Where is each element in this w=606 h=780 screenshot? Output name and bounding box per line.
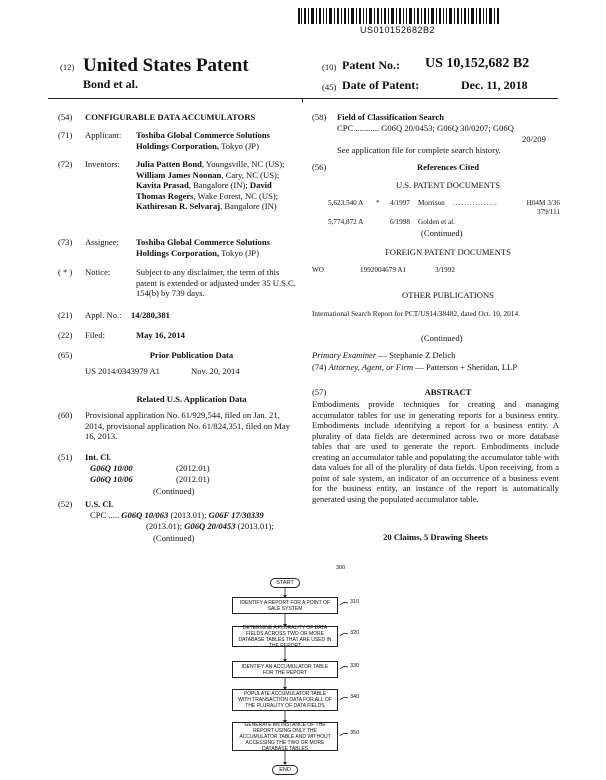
intcl-code-2: G06Q 10/06 [90,474,133,484]
foreign-heading: FOREIGN PATENT DOCUMENTS [384,247,512,257]
see-application: See application file for complete search history. [337,145,501,155]
claims-summary: 20 Claims, 5 Drawing Sheets [383,532,488,542]
code-58: (58) [312,112,327,122]
code-52: (52) [58,499,73,509]
us-docs-heading: U.S. PATENT DOCUMENTS [395,180,501,190]
abstract-text: Embodiments provide techniques for creating and managing accumulator tables for use in generating reports for a business entity. Embodiments include identifying a report for a business entity. A plurality of data fields are determined across two or more database tables that are used to generate the report. Embodiments include creating an accumulator table and populating the accumulator table with data values for all of the plurality of data fields. Upon receiving, from a point of sale system, an indicator of an occurrence of a business event for the business entity, an instance of the report is automatically generated using the populated accumulator table. [312,399,559,504]
code-65: (65) [58,350,73,360]
notice-label: Notice: [85,267,111,277]
code-12: (12) [60,62,75,72]
assignee-label: Assignee: [85,237,119,247]
field-heading: Field of Classification Search [337,112,445,122]
inventor-5: Kathiresan R. Selvaraj [136,201,221,211]
inventor-2: William James Noonan [136,169,222,180]
cpc-b: G06F 17/30339 [208,510,264,520]
code-71: (71) [58,130,73,140]
intcl-year-2: (2012.01) [176,474,210,484]
us-doc-no: 5,774,872 A [328,218,364,226]
date-label: Date of Patent: [342,78,420,92]
flowchart-step-330: IDENTIFY AN ACCUMULATOR TABLE FOR THE REPORT [232,661,338,678]
flowchart-ref-330: 330 [350,663,360,669]
intcl-year-1: (2012.01) [176,463,210,473]
flowchart-step-310: IDENTIFY A REPORT FOR A POINT OF SALE SYSTEM [232,597,338,614]
inventor-3-loc: , Bangalore (IN); [188,180,250,190]
appl-label: Appl. No.: [85,310,122,320]
prior-pub-date: Nov. 20, 2014 [191,366,240,376]
cpc-c-year: (2013.01); [235,521,274,531]
patent-date: Dec. 11, 2018 [461,78,528,92]
inventor-3: Kavita Prasad [136,180,189,190]
other-pub: International Search Report for PCT/US14/38482, dated Oct. 10, 2014. [312,309,520,318]
us-doc-dots: ................ [453,199,498,207]
applicant-name: Toshiba Global Commerce Solutions Holdings Corporation, [136,130,270,151]
cpc-a: G06Q 10/063 [121,510,169,520]
abstract-heading: ABSTRACT [424,387,472,397]
code-57: (57) [312,387,327,397]
inventor-5-loc: , Bangalore (IN) [220,201,277,211]
applicant-label: Applicant: [85,130,122,140]
inventor-1: Julia Patten Bond [136,159,202,169]
code-notice: ( * ) [58,267,73,277]
intcl-code-1: G06Q 10/00 [90,463,133,473]
document-title: United States Patent [83,55,249,76]
inventor-short: Bond et al. [83,77,139,91]
cpc-c: G06Q 20/0453 [184,521,236,531]
foreign-date: 3/1992 [435,266,455,274]
assignee-location: Tokyo (JP) [221,247,259,258]
patent-no-label: Patent No.: [342,58,400,72]
code-72: (72) [58,159,73,169]
other-pubs-continued: (Continued) [421,333,463,343]
cpc-b-year: (2013.01); [146,521,185,531]
field-cpc-2: 20/209 [522,134,546,144]
refs-heading: References Cited [416,162,480,172]
inventor-1-loc: , Youngsville, NC (US); [201,159,285,169]
primary-examiner-label: Primary Examiner [312,350,377,360]
us-doc-date: 6/1998 [390,218,410,226]
attorney-label: Attorney, Agent, or Firm [328,362,414,372]
foreign-no: 1992004679 A1 [360,266,407,274]
field-cpc: CPC ........... G06Q 20/0453; G06Q 30/0207; G06Q [337,123,514,133]
code-45: (45) [322,82,337,92]
intcl-label: Int. Cl. [85,452,112,462]
flowchart-ref-340: 340 [350,694,360,700]
related-text: Provisional application No. 61/929,544, filed on Jan. 21, 2014, provisional application No. 61/824,351, filed on May 16, 2013. [85,410,291,441]
code-54: (54) [58,112,73,122]
flowchart-ref-310: 310 [350,599,360,605]
us-doc-class: H04M 3/36 [526,199,560,207]
code-74: (74) [312,362,327,372]
filed-date: May 16, 2014 [136,330,185,340]
code-56: (56) [312,162,327,172]
patent-number: US 10,152,682 B2 [425,56,530,71]
applicant-location: Tokyo (JP) [221,140,259,151]
code-22: (22) [58,330,73,340]
us-doc-class-2: 379/111 [536,208,560,216]
flowchart-step-350: GENERATE AN INSTANCE OF THE REPORT USING ONLY THE ACCUMULATOR TABLE AND WITHOUT ACCESSING THE TWO OR MORE DATABASE TABLES [232,722,338,751]
flowchart-ref-350: 350 [350,730,360,736]
uscl-label: U.S. Cl. [85,499,114,509]
primary-examiner-name: — Stephanie Z Delich [376,350,456,360]
flowchart-start: START [270,578,300,588]
us-doc-mark: * [376,199,380,207]
code-21: (21) [58,310,73,320]
inventor-2-loc: , Cary, NC (US); [221,169,280,180]
uscl-continued: (Continued) [153,533,195,543]
inventors-label: Inventors: [85,159,120,169]
figure-reference: 300 [336,565,346,571]
filed-label: Filed: [85,330,106,340]
refs-continued: (Continued) [421,228,463,238]
code-73: (73) [58,237,73,247]
related-heading: Related U.S. Application Data [136,394,247,404]
us-doc-no: 5,623,540 A [328,199,364,207]
cpc-a-year: (2013.01); [168,510,209,520]
code-51: (51) [58,452,73,462]
prior-pub-number: US 2014/0343979 A1 [85,366,160,376]
inventor-4: David Thomas Rogers [136,180,272,201]
code-60: (60) [58,410,73,420]
us-doc-date: 4/1997 [390,199,410,207]
code-10: (10) [322,62,337,72]
flowchart-step-340: POPULATE ACCUMULATOR TABLE WITH TRANSACTION DATA FOR ALL OF THE PLURALITY OF DATA FIELDS [232,689,338,711]
appl-number: 14/280,381 [131,310,170,320]
foreign-country: WO [312,266,324,274]
attorney-name: — Patterson + Sheridan, LLP [413,362,518,372]
invention-title: CONFIGURABLE DATA ACCUMULATORS [85,112,256,122]
notice-text: Subject to any disclaimer, the term of this patent is extended or adjusted under 35 U.S.C. 154(b) by 739 days. [136,267,296,298]
flowchart-ref-320: 320 [350,630,360,636]
intcl-continued: (Continued) [153,486,195,496]
cpc-label: CPC ..... [90,510,120,520]
prior-pub-heading: Prior Publication Data [149,350,234,360]
assignee-name: Toshiba Global Commerce Solutions Holdings Corporation, [136,237,270,258]
inventor-4-loc: , Wake Forest, NC (US); [193,190,279,201]
us-doc-name: Morrison [418,199,445,207]
us-doc-name: Golden et al. [418,218,455,226]
barcode-number: US010152682B2 [360,25,436,35]
other-pubs-heading: OTHER PUBLICATIONS [402,290,494,300]
flowchart-end: END [272,765,298,775]
flowchart-step-320: DETERMINE A PLURALITY OF DATA FIELDS ACROSS TWO OR MORE DATABASE TABLES THAT ARE USED IN THE REPORT [232,626,338,647]
